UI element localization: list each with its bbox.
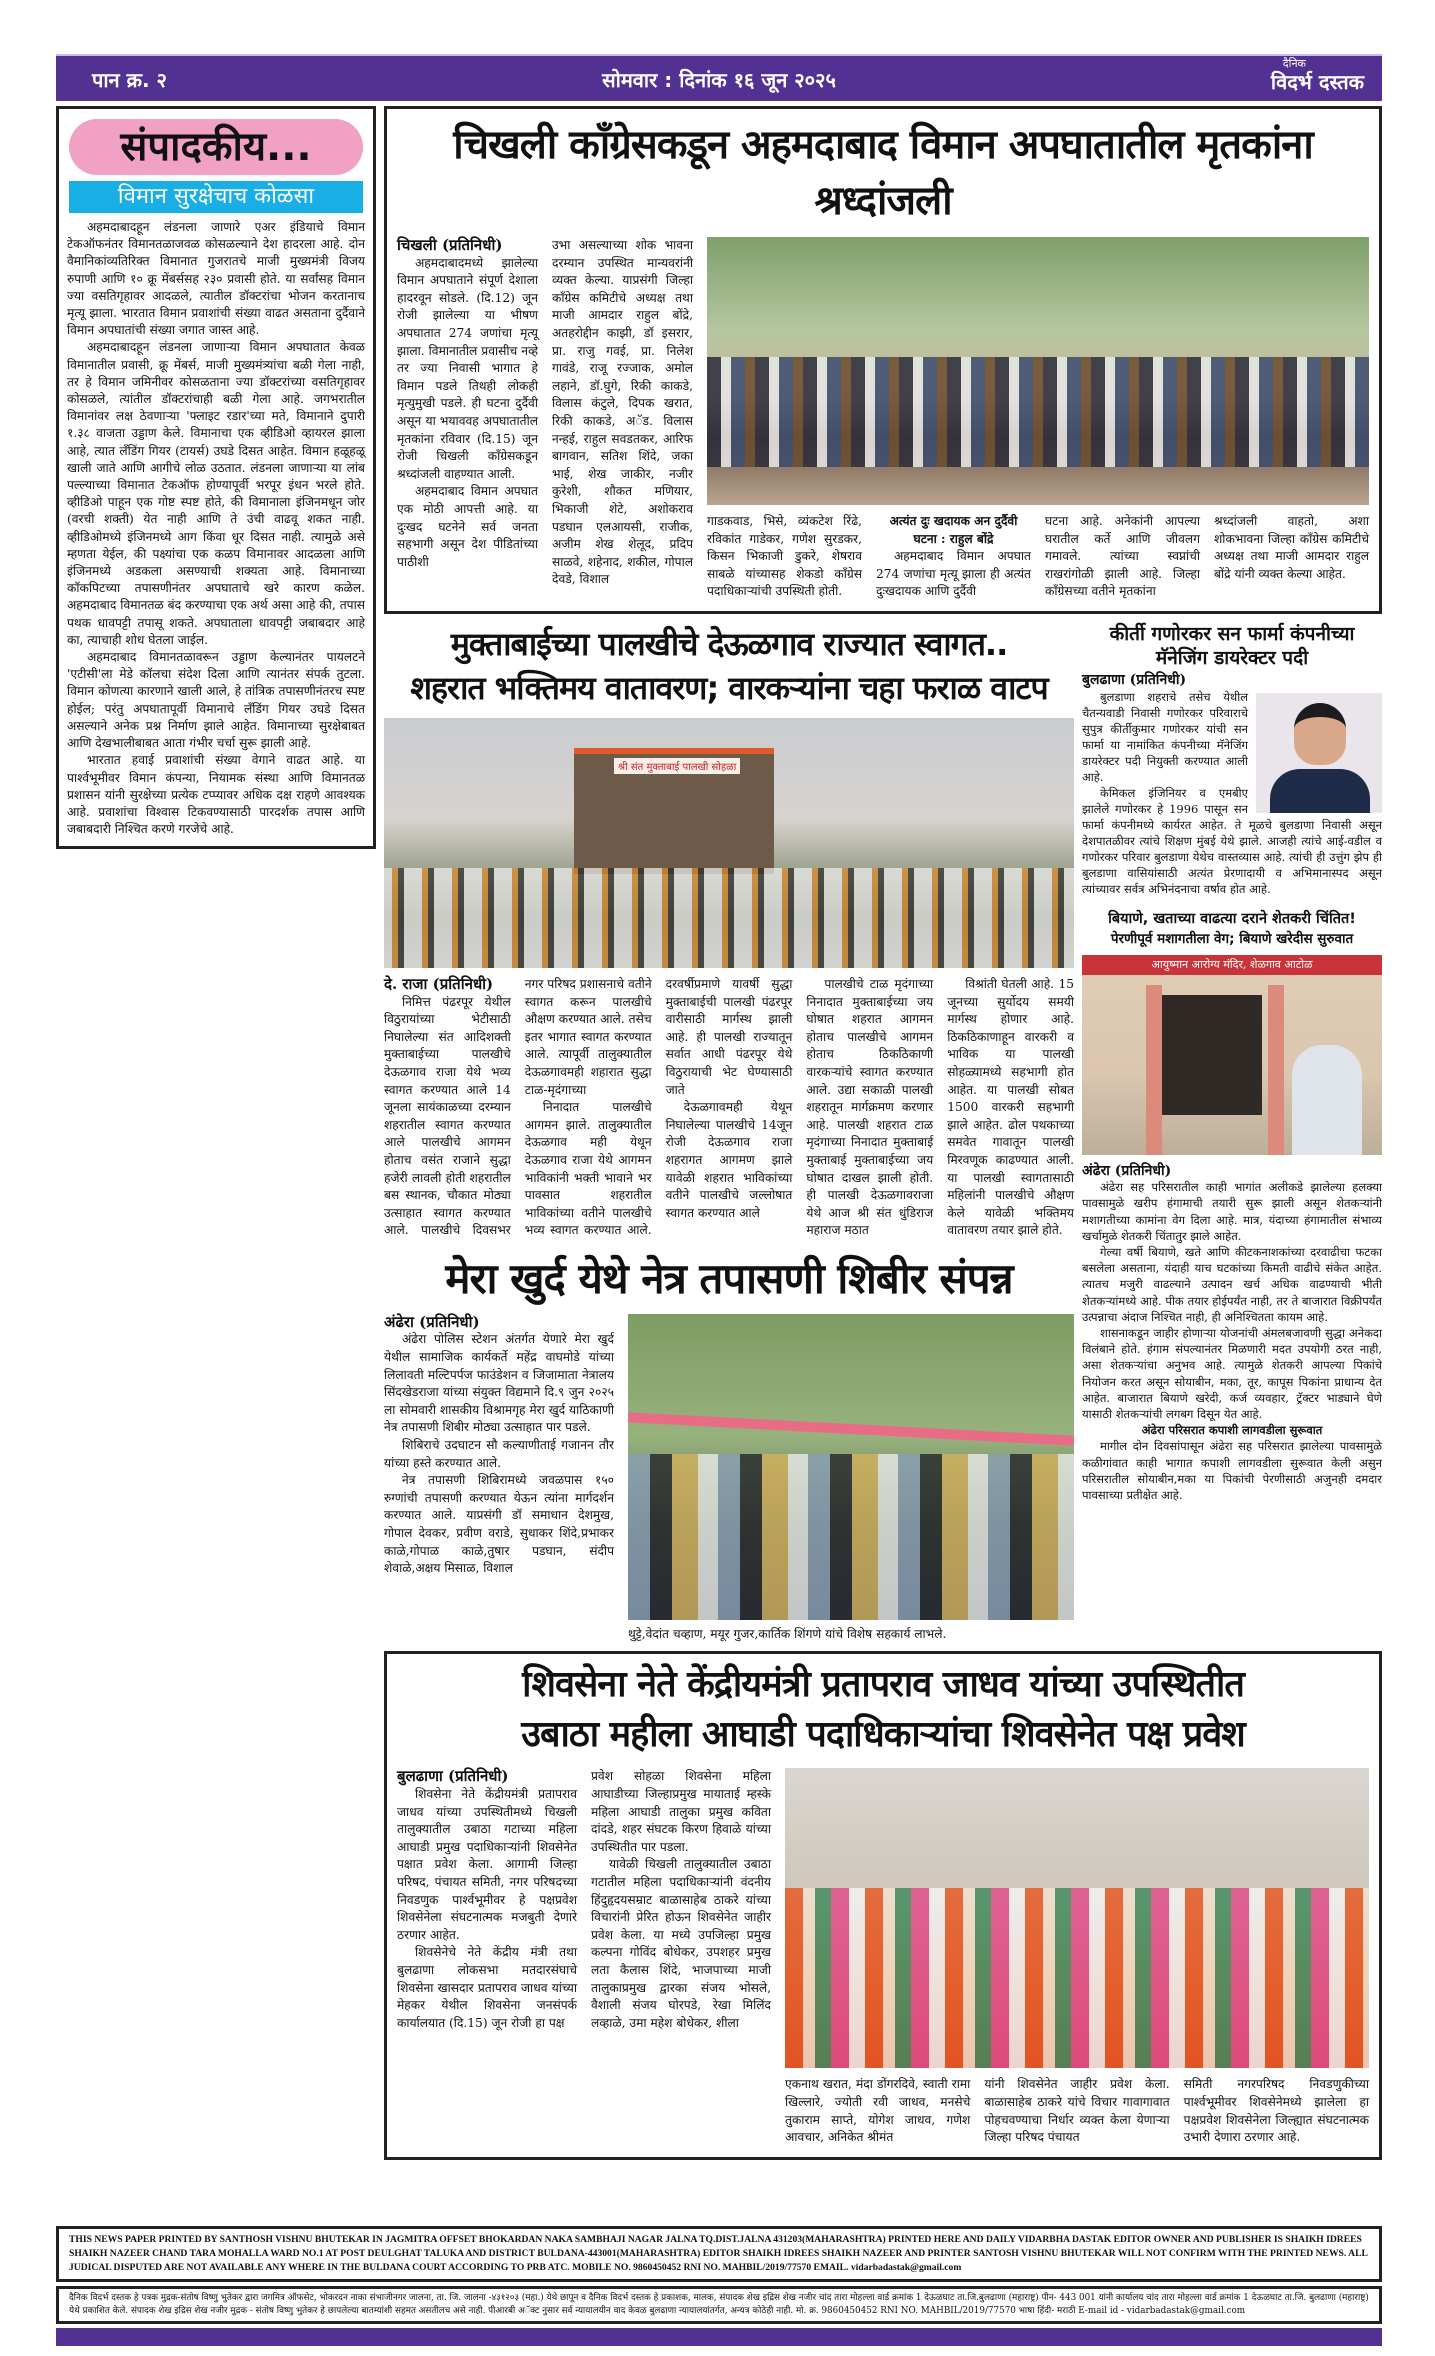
story-paragraph: अहमदाबाद विमान अपघात 274 जणांचा मृत्यू झाला ही अत्यंत दुःखदायक आणि दुर्दैवी	[876, 549, 1031, 599]
pillar	[1146, 985, 1162, 1155]
story-paragraph: समिती नगरपरिषद निवडणुकीच्या पार्श्वभूमीवर शिवसेनेमध्ये झालेला हा पक्षप्रवेश शिवसेनेला जिल्ह्यात संघटनात्मक उभारी देणारा ठरणार आहे.	[1183, 2077, 1369, 2145]
story-headline: चिखली काँग्रेसकडून अहमदाबाद विमान अपघातातील मृतकांना श्रध्दांजली	[453, 122, 1313, 224]
story-paragraph: देऊळगावमही येथून निघालेल्या पालखीचे 14जून रोजी देऊळगाव राजा शहरागत आगमण झाले यावेळी शहरात भाविकांच्या वतीने पालखीचे जल्लोषात स्वागत करण्यात आले	[665, 1100, 793, 1220]
story-paragraph: पालखीचे टाळ मृदंगाच्या निनादात मुक्ताबाईच्या जय घोषात शहरात आगमन होताच पालखीचे आगमन होताच ठिकठिकाणी वारकऱ्यांचे स्वागत करण्यात आले. उद्या सकाळी पालखी शहरातून मार्गक्रमण करणार आहे. पालखी शहरात टाळ मृदंगाच्या निनादात मुक्ताबाई मुक्ताबाई मुक्ताबाईच्या जय घोषात दाखल झाली होती. ही पालखी देऊळगावराजा येथे आज श्री संत धुंडिराज महाराज मठात	[806, 976, 934, 1238]
story-column-4	[876, 513, 1031, 601]
health-center-sign: आयुष्मान आरोग्य मंदिर, शेळगाव आटोळ	[1082, 955, 1382, 975]
ribbon	[628, 1412, 1074, 1445]
portrait-suit	[1270, 769, 1370, 813]
brand-name: विदर्भ दस्तक	[1270, 70, 1364, 94]
story-subheadline: उबाठा महीला आघाडी पदाधिकाऱ्यांचा शिवसेनेत पक्ष प्रवेश	[521, 1714, 1245, 1756]
story-right-area	[707, 237, 1369, 601]
story-column-1	[397, 237, 538, 601]
story-paragraph: घटना आहे. अनेकांनी आपल्या घरातील कर्ते आणि जीवलग गमावले. त्यांच्या स्वप्नांची राखरांगोळी झाली आहे. जिल्हा काँग्रेसच्या वतीने मृतकांना	[1045, 514, 1200, 599]
story-photo-area	[628, 1314, 1074, 1644]
page-number: पान क्र. २	[92, 68, 167, 92]
story-bottom-columns	[785, 2076, 1369, 2146]
story-paragraph: केमिकल इंजिनियर व एमबीए झालेले गणोरकर हे 1996 पासून सन फार्मा कंपनीमध्ये कार्यरत आहेत. ते मूळचे बुलडाणा निवासी असून देशपातळीवर त्यांचे शिक्षण मुंबई येथे झाले. आजही त्यांचे आई-वडील व गणोरकर परिवार बुलडाणा येथेच वास्तव्यास आहे. त्यांची ही उत्तुंग झेप ही बुलडाणा वासियांसाठी अत्यंत प्रेरणादायी व अभिमानास्पद असून त्यांच्यावर सर्वत्र अभिनंदनाचा वर्षाव होत आहे.	[1082, 785, 1382, 896]
main-column	[384, 106, 1382, 2160]
editorial-paragraph: अहमदाबाद विमानतळावरून उड्डाण केल्यानंतर पायलटने 'एटीसी'ला मेडे कॉलचा संदेश दिला आणि त्यानंतर संपर्क तुटला. विमान कोणत्या कारणाने खाली आले, हे तांत्रिक तपासणीनंतरच स्पष्ट होईल; परंतु अपघातापूर्वी विमानाचे लँडिंग गियर उघडे दिसत असल्याने अनेक प्रश्न निर्माण झाले आहेत. विमानाच्या सुरक्षेबाबत आणि देखभालीबाबत आता गंभीर चर्चा सुरू झाली आहे.	[67, 650, 365, 751]
newspaper-brand	[1271, 58, 1364, 92]
story-dateline: अंढेरा (प्रतिनिधी)	[384, 1312, 480, 1331]
story-headline: बियाणे, खताच्या वाढत्या दराने शेतकरी चिंतित!	[1108, 910, 1356, 927]
tribute-photo	[707, 237, 1369, 505]
crowd-of-people	[707, 357, 1369, 467]
group-of-women	[785, 1888, 1369, 2068]
story-body	[1082, 689, 1382, 897]
editorial-paragraph: अहमदाबादहून लंडनला जाणारे एअर इंडियाचे विमान टेकऑफनंतर विमानतळाजवळ कोसळल्याने देश हादरला आहे. दोन वैमानिकांव्यतिरिक्त विमानात गुजरातचे माजी मुख्यमंत्री विजय रुपाणी आणि १० क्रू मेंबर्ससह २३० प्रवासी होते. या सर्वांसह विमान ज्या वसतिगृहावर आदळले, त्यातील डॉक्टरांचा भोजन करतानाच मृत्यू झाला. भारतात विमान प्रवाशांची संख्या वाढत असताना दुर्दैवाने विमान अपघातांची संख्या जगात जास्त आहे.	[67, 220, 365, 338]
story-subheadline: शहरात भक्तिमय वातावरण; वारकऱ्यांना चहा फराळ वाटप	[410, 668, 1048, 707]
story-eye-camp	[384, 1250, 1074, 1644]
story-subheadline: पेरणीपूर्व मशागतीला वेग; बियाणे खरेदीस सुरुवात	[1110, 930, 1354, 947]
eye-camp-photo	[628, 1314, 1074, 1620]
story-paragraph: उभा असल्याच्या शोक भावना दरम्यान उपस्थित मान्यवरांनी व्यक्त केल्या. याप्रसंगी जिल्हा काँग्रेस कमिटीचे अध्यक्ष तथा माजी आमदार राहुल बोंद्रे, अतहरोद्दीन काझी, डॉ इसरार, प्रा. राजु गवई, प्रा. निलेश गावंडे, राजू रज्जाक, अमोल लहाने, डॉ.घुगे, रिकी काकडे, विलास कंटुले, दिपक खरात, रिकी काकडे, अॅड. विलास नन्हई, राहुल सवडतकर, आरिफ बागवान, सतिश शिंदे, जका भाई, शेख जाकीर, नजीर कुरेशी, शौकत मणियार, भिकाजी शेटे, अशोकराव पडघान एलआयसी, राजीक, अजीम शेख शेलूद, प्रदिप साळवे, शहेनाद, शकील, गोपाल देवडे, विशाल	[552, 238, 693, 587]
story-body	[1082, 1163, 1382, 1503]
story-paragraph: निनादात पालखीचे आगमन झाले. तालुक्यातील देऊळगाव मही येथून देऊळगाव राजा येथे आगमन भाविकांनी भक्ती भावाने भर पावसात शहरातील भाविकांच्या वतीने पालखीचे भव्य स्वागत करण्यात आले. दरवर्षीप्रमाणे यावर्षी सुद्धा मुक्ताबाईची पालखी पंढरपूर वारीसाठी मार्गस्थ झाली आहे. ही पालखी राज्यातून सर्वात आधी पंढरपूर येथे विठुरायाची भेट घेण्यासाठी जाते	[524, 976, 793, 1238]
story-paragraph: अंढेरा सह परिसरातील काही भागांत अलीकडे झालेल्या हलक्या पावसामुळे खरीप हंगामाची तयारी सुरू झाली असून शेतकऱ्यांनी मशागतीच्या कामांना वेग दिला आहे. मात्र, यंदाच्या हंगामातील संभाव्य खर्चामुळे शेतकरी चिंतातुर झाले आहेत.	[1082, 1180, 1382, 1243]
story-bottom-columns	[707, 513, 1369, 601]
story-column-2	[552, 237, 693, 601]
page-layout	[56, 106, 1382, 2160]
story-dateline: अंढेरा (प्रतिनिधी)	[1082, 1162, 1172, 1179]
party-entry-photo	[785, 1768, 1369, 2068]
story-kirti-ganorkar	[1082, 622, 1382, 897]
imprint-marathi: दैनिक विदर्भ दस्तक हे पत्रक मुद्रक-संतोष विष्णु भुतेकर द्वारा जगमित्र ऑफसेट, भोकरदन नाका संभाजीनगर जालना, ता. जि. जालना -४३१२०३ (महा.) येथे छापून व दैनिक विदर्भ दस्तक हे प्रकाशक, मालक, संपादक शेख इद्रिस शेख नजीर चांद तारा मोहल्ला वार्ड क्रमांक 1 देऊळघाट ता.जि.बुलढाणा (महाराष्ट्र) पीन- 443 001 यांनी कार्यालय चांद तारा मोहल्ला वार्ड क्रमांक 1 देऊळघाट ता.जि. बुलढाणा (महाराष्ट्र) येथे प्रकाशित केले. संपादक शेख इद्रिस शेख नजीर मुद्रक - संतोष विष्णु भुतेकर हे छापलेल्या बातम्यांशी सहमत असतीलच असे नाही. पीआरबी अॅक्ट नुसार सर्व न्यायालयीन वाद केवळ बुलढाणा न्यायालयांतर्गत, अन्यत्र कोठेही नाही. मो. क्र. 9860450452 RNI NO. MAHBIL/2019/77570 भाषा हिंदी- मराठी E-mail id - vidarbadastak@gmail.com	[56, 2286, 1382, 2324]
story-paragraph: अहमदाबाद विमान अपघात एक मोठी आपत्ती आहे. या दुःखद घटनेने सर्व जनता सहभागी असून देश पीडितांच्या पाठीशी	[397, 484, 538, 569]
story-paragraph: गाडकवाड, भिसे, व्यंकटेश रिंढे, रविकांत गाडेकर, गणेश सुरडकर, किसन भिकाजी डुकरे, शेषराव साबळे यांच्यासह शेकडो काँग्रेस पदाधिकाऱ्यांची उपस्थिती होती.	[707, 514, 862, 599]
story-chikhli-tribute	[384, 106, 1382, 614]
story-subhead: अंढेरा परिसरात कपाशी लागवडीला सुरूवात	[1141, 1423, 1323, 1438]
story-paragraph: शिवसेनेचे नेते केंद्रीय मंत्री तथा बुलढाणा लोकसभा मतदारसंघाचे शिवसेना खासदार प्रतापराव जाधव यांच्या मेहकर येथील शिवसेना जनसंपर्क कार्यालयात (दि.15) जून रोजी हा पक्ष	[397, 1945, 577, 2030]
crowd-of-pilgrims	[384, 868, 1074, 968]
story-paragraph: यावेळी चिखली तालुक्यातील उबाठा गटातील महिला पदाधिकाऱ्यांनी वंदनीय हिंदुहृदयसम्राट बाळासाहेब ठाकरे यांच्या विचारांनी प्रेरित होऊन शिवसेनेत जाहीर प्रवेश केला. या मध्ये उपजिल्हा प्रमुख कल्पना गोविंद बोधेकर, उपशहर प्रमुख लता कैलास शिंदे, भाजपाच्या माजी तालुकाप्रमुख द्वारका संजय भोसले, वैशाली संजय घोरपडे, रेखा मिलिंद लव्हाळे, उमा महेश बोधेकर, शीला	[591, 1857, 771, 2030]
story-paragraph: अंढेरा पोलिस स्टेशन अंतर्गत येणारे मेरा खुर्द येथील सामाजिक कार्यकर्ते महेंद्र वाघमोडे यांच्या लिलावती मल्टिपर्पज फाउंडेशन व जिजामाता नेत्रालय सिंदखेडराजा यांच्या संयुक्त विद्यमाने दि.९ जुन २०२५ ला सोमवारी शासकीय विश्रामगृह मेरा खुर्द याठिकाणी नेत्र तपासणी शिबीर मोठ्या उत्साहात पार पडले.	[384, 1332, 614, 1435]
editorial-paragraph: भारतात हवाई प्रवाशांची संख्या वेगाने वाढत आहे. या पार्श्वभूमीवर विमान कंपन्या, नियामक संस्था आणि विमानतळ प्रशासन यांनी सुरक्षेच्या प्रत्येक टप्प्यावर अधिक दक्ष राहणे आवश्यक आहे. प्रवाशांचा विश्वास टिकवण्यासाठी पारदर्शक तपास आणि जबाबदारी निश्चित करणे गरजेचे आहे.	[67, 753, 365, 837]
story-paragraph: मागील दोन दिवसांपासून अंढेरा सह परिसरात झालेल्या पावसामुळे कळीगांवात काही भागात कपाशी लागवडीला सुरूवात केली असुन परिसरातील सोयाबीन,मका या पिकांची पेरणीसाठी अजुनही दमदार पावसाच्या प्रतीक्षेत आहे.	[1082, 1439, 1382, 1503]
story-column-6	[1214, 513, 1369, 601]
gate	[1162, 995, 1262, 1115]
story-seed-prices	[1082, 909, 1382, 1503]
palkhi-procession-photo	[384, 718, 1074, 968]
story-column-3	[785, 2076, 970, 2146]
editorial-body	[59, 219, 373, 846]
story-column-2	[591, 1768, 771, 2032]
story-paragraph: शिवसेना नेते केंद्रीयमंत्री प्रतापराव जाधव यांच्या उपस्थितीमध्ये चिखली तालुक्यातील उबाठा गटाच्या महिला आघाडी प्रमुख पदाधिकाऱ्यांनी शिवसेनेत पक्षात प्रवेश केला. आगामी जिल्हा परिषद, पंचायत समिती, नगर परिषदच्या निवडणुक पार्श्वभूमीवर हे पक्षप्रवेश शिवसेनेला संघटनात्मक मजबुती देणारे ठरणार आहेत.	[397, 1787, 577, 1942]
issue-date: सोमवार : दिनांक १६ जून २०२५	[602, 68, 836, 92]
brand-daily-label: दैनिक	[1282, 57, 1306, 70]
story-grid	[397, 237, 1369, 601]
story-subhead: अत्यंत दुः खदायक अन दुर्दैवी घटना : राहुल बोंद्रे	[889, 514, 1018, 546]
story-content-row	[397, 1768, 1369, 2146]
crowd-of-people	[628, 1454, 1074, 1620]
footer	[56, 2226, 1382, 2346]
photo-caption: थुट्टे,वेदांत चव्हाण, मयूर गुजर,कार्तिक शिंगणे यांचे विशेष सहकार्य लाभले.	[628, 1626, 947, 1641]
story-column-5	[1184, 2076, 1369, 2146]
story-paragraph: शासनाकडून जाहीर होणाऱ्या योजनांची अंमलबजावणी सुद्धा अनेकदा विलंबाने होते. हंगाम संपल्यानंतर मिळणारी मदत उपयोगी ठरत नाही, असा शेतकऱ्यांचा अनुभव आहे. त्यामुळे शेतकरी आपल्या पिकांचे नियोजन करत असून सोयाबीन, मका, तूर, कापूस पिकांना प्राधान्य देत आहेत. बाजारात बियाणे खरेदी, कर्ज व्यवहार, ट्रॅक्टर भाड्याने घेणे यासाठी शेतकऱ्यांची लगबग दिसून येत आहे.	[1082, 1326, 1382, 1422]
masthead	[56, 54, 1382, 101]
story-dateline: बुलढाणा (प्रतिनिधी)	[1082, 671, 1187, 688]
story-paragraph: शिबिराचे उदघाटन सौ कल्याणीताई गजानन तौर यांच्या हस्ते करण्यात आले.	[384, 1438, 614, 1470]
middle-section	[384, 622, 1382, 1644]
editorial-column	[56, 106, 376, 849]
health-center-photo	[1082, 955, 1382, 1155]
pillar	[1268, 985, 1284, 1155]
story-subheadline: मॅनेजिंग डायरेक्टर पदी	[1155, 646, 1309, 669]
story-paragraph: निमित्त पंढरपूर येथील विठुरायांच्या भेटीसाठी निघालेल्या संत आदिशक्ती मुक्ताबाईच्या पालखीचे देऊळगाव राजा येथे भव्य स्वागत करण्यात आले 14 जूनला सायंकाळच्या दरम्यान शहरातील स्वागत करण्यात आले पालखीचे आगमन होताच वसंत राजाने सुद्धा हजेरी लावली होती शहरातील बस स्थानक, चौकात मोठ्या उत्साहात स्वागत करण्यात आले. पालखीचे दिवसभर नगर परिषद प्रशासनाचे वतीने स्वागत करून पालखीचे औक्षण करण्यात आले. तसेच इतर भागात स्वागत करण्यात आले. त्यापूर्वी तालुक्यातील देऊळगावमही शहारात सुद्धा टाळ-मृदंगाच्या	[384, 976, 652, 1238]
story-headline: मेरा खुर्द येथे नेत्र तपासणी शिबीर संपन्न	[445, 1253, 1013, 1303]
story-paragraph: नेत्र तपासणी शिबिरामध्ये जवळपास १५० रुग्णांची तपासणी करण्यात येऊन त्यांना मार्गदर्शन करण्यात आले. याप्रसंगी डॉ समाधान देशमुख, गोपाल देवकर, प्रवीण वराडे, सुधाकर शिंदे,प्रभाकर काळे,गोपाळ काळे,तुषार पडघान, संदीप शेवाळे,अक्षय मिसाळ, विशाल	[384, 1473, 614, 1576]
editorial-subtitle: विमान सुरक्षेचाच कोळसा	[69, 181, 363, 213]
editorial-title: संपादकीय...	[69, 119, 363, 175]
imprint-english: THIS NEWS PAPER PRINTED BY SANTHOSH VISHNU BHUTEKAR IN JAGMITRA OFFSET BHOKARDAN NAKA SAMBHAJI NAGAR JALNA TQ.DIST.JALNA 431203(MAHARASHTRA) PRINTED HERE AND DAILY VIDARBHA DASTAK EDITOR OWNER AND PUBLISHER IS SHAIKH IDREES SHAIKH NAZEER CHAND TARA MOHALLA WARD NO.1 AT POST DEULGHAT TALUKA AND DISTRICT BULDANA-443001(MAHARASHTRA) EDITOR SHAIKH IDREES SHAIKH NAZEER AND PRINTER SANTOSH VISHNU BHUTEKAR WILL NOT CONFIRM WITH THE PRINTED NEWS. ALL JUDICAL DISPUTED ARE NOT AVAILABLE ANY WHERE IN THE BULDANA COURT ACCORDING TO PRB ATC. MOBILE NO. 9860450452 RNI NO. MAHBIL/2019/77570 EMAIL. vidarbadastak@gmail.com	[56, 2226, 1382, 2282]
story-paragraph: बुलडाणा शहराचे तसेच येथील चैतन्यवाडी निवासी गणोरकर परिवाराचे सुपुत्र कीर्तीकुमार गणोरकर यांची सन फार्मा या नामांकित कंपनीच्या मॅनेजिंग डायरेक्टर पदी नियुक्ती करण्यात आली आहे.	[1082, 689, 1248, 784]
editorial-paragraph: अहमदाबादहून लंडनला जाणाऱ्या विमान अपघातात केवळ विमानातील प्रवासी, क्रू मेंबर्स, माजी मुख्यमंत्र्यांचा बळी गेला नाही, तर हे विमान जमिनीवर कोसळताना ज्या डॉक्टरांच्या वसतिगृहावर कोसळले, त्यांतील डॉक्टरांचाही बळी गेला आहे. जगभरातील विमानांवर लक्ष ठेवणाऱ्या 'फ्लाइट रडार'च्या मते, विमानाने दुपारी १.३८ वाजता उड्डाण केले. विमानाचा एक व्हीडिओ व्हायरल झाला आहे, त्यात लँडिंग गियर (टायर्स) उघडे दिसत आहेत. विमान हळूहळू खाली जाते आणि आगीचे लोळ उठतात. लंडनला जाणाऱ्या या लांब पल्ल्याच्या विमानात टेकऑफ होण्यापूर्वी भरपूर इंधन भरले होते. व्हीडिओ पाहून एक गोष्ट स्पष्ट होते, की विमानाला इंजिनमधून जोर (वरची शक्ती) येत नाही आणि ते उंची वाढवू शकत नाही. व्हीडिओमध्ये इंजिनमध्ये आग किंवा धूर दिसत नाही. त्यामुळे असे म्हणता येईल, की पक्ष्यांचा एक कळप विमानावर आदळला आणि इंजिनमध्ये अडकला असण्याची शक्यता आहे. विमानाच्या कॉकपिटच्या तपासणीनंतर अपघाताचे खरे कारण कळेल. अहमदाबाद विमानतळ बंद करण्याचा एक अर्थ असा आहे की, तपास पथक धावपट्टी तपासू शकते. अपघाताला धावपट्टी जबाबदार आहे का, त्याचाही शोध घेतला जाईल.	[67, 340, 365, 647]
story-body	[384, 1314, 614, 1578]
story-column-5	[1045, 513, 1200, 601]
story-headline: शिवसेना नेते केंद्रीयमंत्री प्रतापराव जाधव यांच्या उपस्थितीत	[522, 1664, 1244, 1706]
story-dateline: बुलढाणा (प्रतिनिधी)	[397, 1767, 509, 1786]
story-muktabai-palkhi	[384, 622, 1074, 1240]
story-paragraph: प्रवेश सोहळा शिवसेना महिला आघाडीच्या जिल्हाप्रमुख मायाताई म्हस्के महिला आघाडी तालुका प्रमुख कविता दांदडे, शहर संघटक किरण हिवाळे यांच्या उपस्थितीत पार पडला.	[591, 1769, 771, 1854]
story-column-4	[984, 2076, 1169, 2146]
story-paragraph: एकनाथ खरात, मंदा डोंगरदिवे, स्वाती रामा खिल्लारे, ज्योती रवी जाधव, मनसेचे तुकाराम साप्ते, योगेश जाधव, गणेश आवचार, अनिकेत श्रीमंत	[785, 2077, 971, 2145]
story-body	[384, 976, 1074, 1240]
story-shivsena-entry	[384, 1651, 1382, 2159]
story-paragraph: विश्रांती घेतली आहे. 15 जूनच्या सुर्योदय समयी मार्गस्थ होणार आहे. ठिकठिकाणाहून वारकरी व भाविक या पालखी सोहळ्यामध्ये सहभागी होत आहेत. या पालखी सोबत 1500 वारकरी सहभागी झाले आहेत. ढोल पथकाच्या समवेत गावातून पालखी मिरवणूक काढण्यात आली. या पालखी स्वागतासाठी महिलांनी पालखीचे औक्षण केले यावेळी भक्तिमय वातावरण तयार झाले होते.	[947, 976, 1074, 1238]
middle-main-column	[384, 622, 1074, 1644]
story-dateline: दे. राजा (प्रतिनिधी)	[384, 974, 494, 993]
story-column-3	[707, 513, 862, 601]
elderly-man	[1292, 1045, 1362, 1155]
story-paragraph: यांनी शिवसेनेत जाहीर प्रवेश केला. बाळासाहेब ठाकरे यांचे विचार गावागावात पोहचवण्याचा निर्धार व्यक्त केला येणाऱ्या जिल्हा परिषद पंचायत	[984, 2077, 1170, 2145]
story-photo-area	[785, 1768, 1369, 2146]
story-paragraph: अहमदाबादमध्ये झालेल्या विमान अपघाताने संपूर्ण देशाला हादरवून सोडले. (दि.12) जून रोजी झालेल्या या भीषण अपघातात 274 जणांचा मृत्यू झाला. विमानातील प्रवासीच नव्हे तर ज्या निवासी भागात हे विमान पडले तिथही लोकही मृत्युमुखी पडले. ही घटना दुर्दैवी असून या भयाववह अपघातातील मृतकांना रविवार (दि.15) जून रोजी चिखली काँग्रेसकडून श्रध्दांजली वाहण्यात आली.	[397, 255, 538, 481]
story-content-row	[384, 1314, 1074, 1644]
story-column-1	[397, 1768, 577, 2032]
story-paragraph: गेल्या वर्षी बियाणे, खते आणि कीटकनाशकांच्या दरवाढीचा फटका बसलेला असताना, यंदाही याच घटकांच्या किमती वाढीचे संकेत आहेत. त्यातच मजुरी वाढल्याने उत्पादन खर्च अधिक वाढण्याची भीती शेतकऱ्यांमध्ये आहे. पीक तयार होईपर्यंत नाही, तर ते बाजारात विक्रीपर्यंत उत्पन्नाचा अंदाज निश्चित नाही, ही अनिश्चितता कायम आहे.	[1082, 1244, 1382, 1324]
portrait-face	[1294, 703, 1346, 765]
middle-side-column	[1082, 622, 1382, 1503]
story-paragraph: श्रध्दांजली वाहतो, अशा शोकभावना जिल्हा काँग्रेस कमिटीचे अध्यक्ष तथा माजी आमदार राहुल बोंद्रे यांनी व्यक्त केल्या आहेत.	[1214, 514, 1369, 581]
story-headline: मुक्ताबाईच्या पालखीचे देऊळगाव राज्यात स्वागत..	[450, 624, 1008, 663]
bottom-bar	[56, 2328, 1382, 2346]
story-headline: कीर्ती गणोरकर सन फार्मा कंपनीच्या	[1109, 622, 1355, 645]
palkhi-banner: श्री संत मुक्ताबाई पालखी सोहळा	[614, 758, 740, 774]
story-dateline: चिखली (प्रतिनिधी)	[397, 236, 503, 254]
portrait-photo	[1256, 693, 1382, 813]
story-left-columns	[397, 237, 693, 601]
